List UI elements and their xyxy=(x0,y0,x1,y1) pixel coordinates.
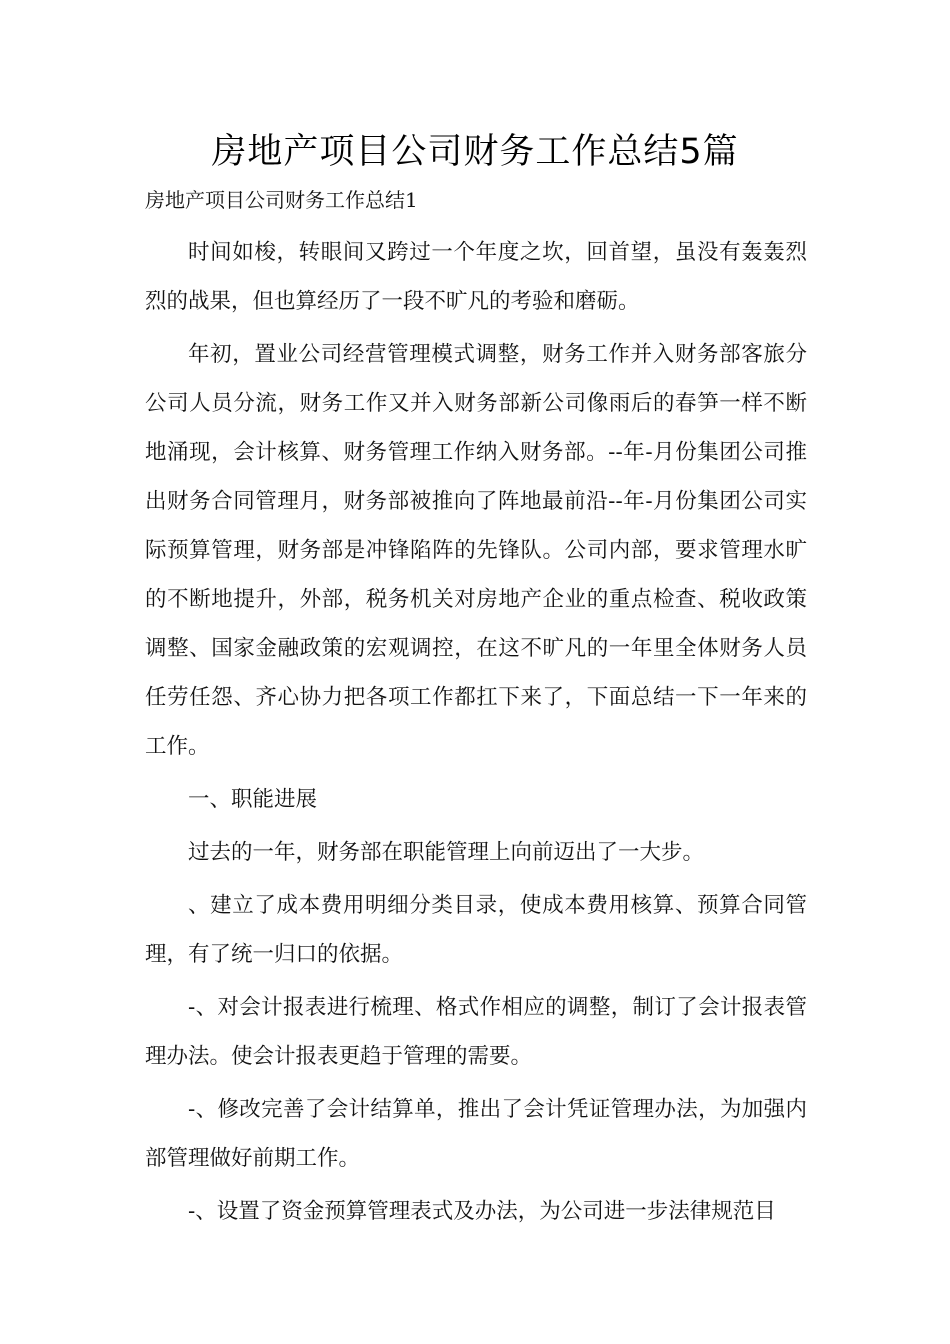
paragraph: 年初，置业公司经营管理模式调整，财务工作并入财务部客旅分公司人员分流，财务工作又并入财务部新公司像雨后的春笋一样不断地涌现，会计核算、财务管理工作纳入财务部。--年-月份集团公司推出财务合同管理月，财务部被推向了阵地最前沿--年-月份集团公司实际预算管理，财务部是冲锋陷阵的先锋队。公司内部，要求管理水旷的不断地提升，外部，税务机关对房地产企业的重点检查、税收政策调整、国家金融政策的宏观调控，在这不旷凡的一年里全体财务人员任劳任怨、齐心协力把各项工作都扛下来了，下面总结一下一年来的工作。 xyxy=(145,342,807,759)
document-title: 房地产项目公司财务工作总结5篇 xyxy=(211,132,739,172)
paragraph: 过去的一年，财务部在职能管理上向前迈出了一大步。 xyxy=(188,840,705,865)
paragraph: -、修改完善了会计结算单，推出了会计凭证管理办法，为加强内部管理做好前期工作。 xyxy=(145,1097,807,1171)
paragraph: -、对会计报表进行梳理、格式作相应的调整，制订了会计报表管理办法。使会计报表更趋于管理的需要。 xyxy=(145,995,807,1069)
document-body xyxy=(145,228,807,1240)
section-heading: 一、职能进展 xyxy=(188,787,318,812)
paragraph: 时间如梭，转眼间又跨过一个年度之坎，回首望，虽没有轰轰烈烈的战果，但也算经历了一段不旷凡的考验和磨砺。 xyxy=(145,240,807,314)
paragraph: 、建立了成本费用明细分类目录，使成本费用核算、预算合同管理，有了统一归口的依据。 xyxy=(145,893,807,967)
document-subtitle: 房地产项目公司财务工作总结1 xyxy=(145,188,418,212)
paragraph: -、设置了资金预算管理表式及办法，为公司进一步法律规范目 xyxy=(188,1199,776,1224)
